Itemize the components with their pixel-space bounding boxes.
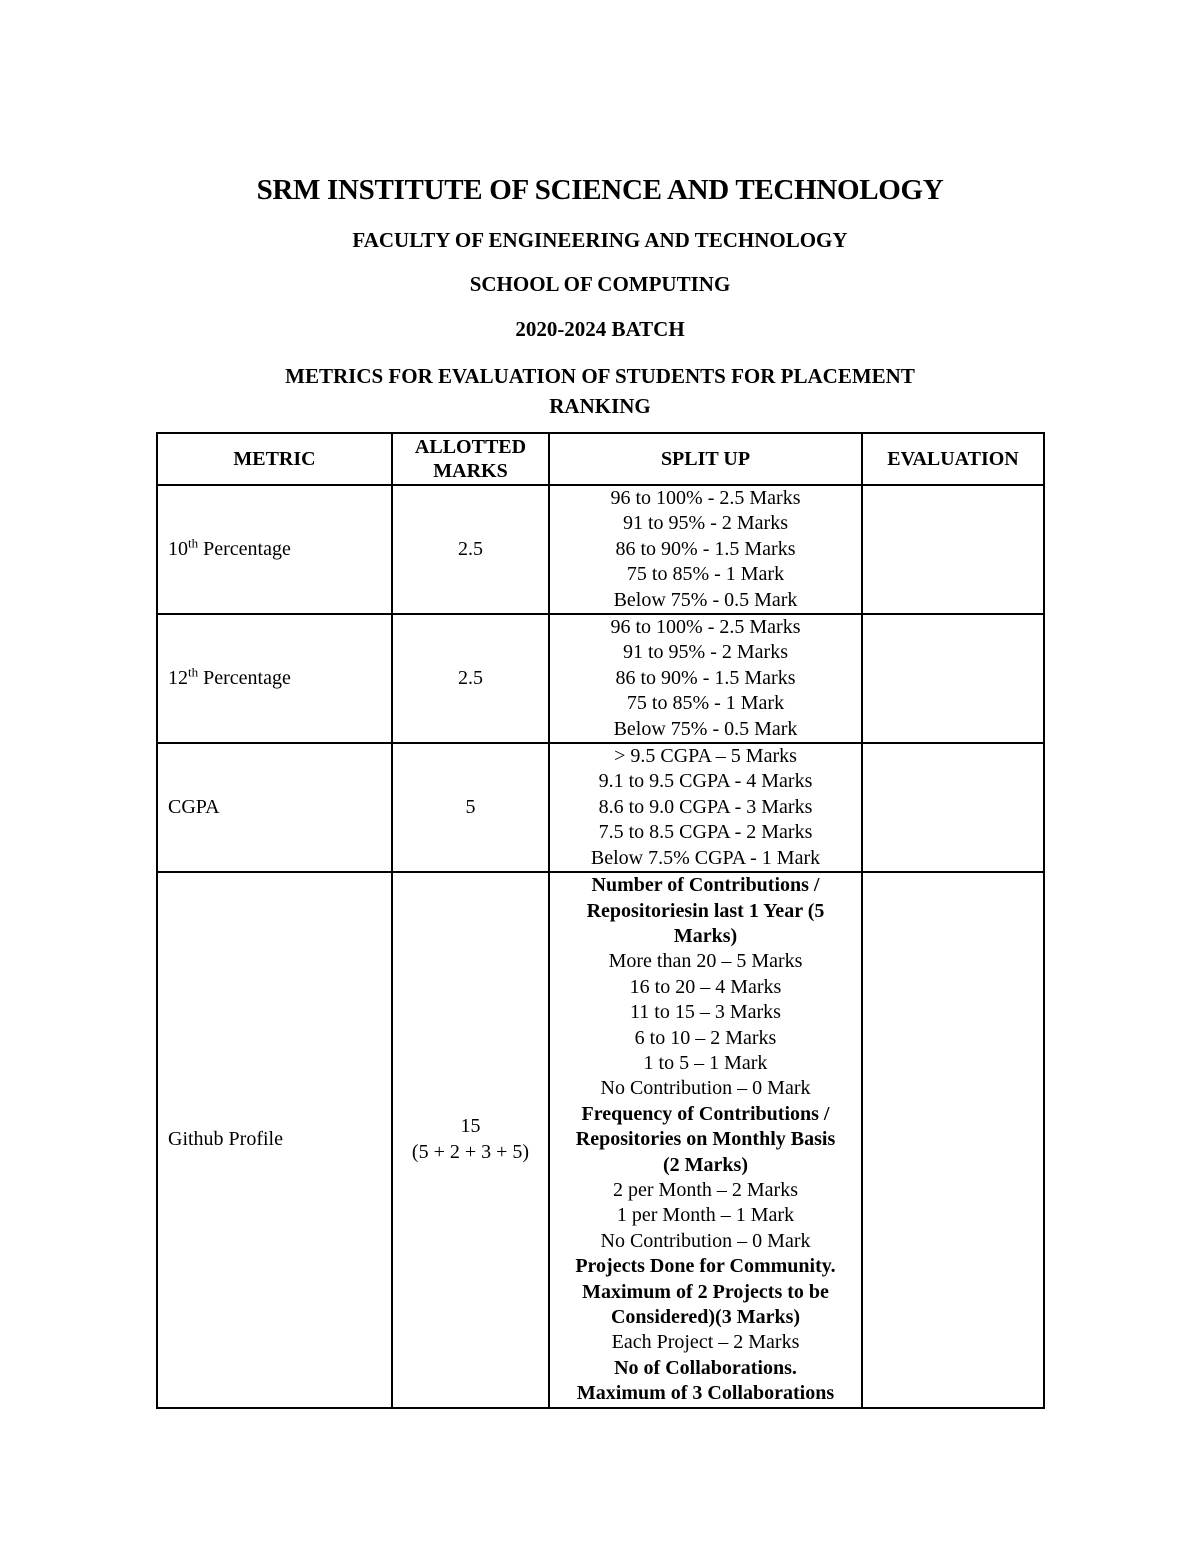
column-header-evaluation: EVALUATION — [862, 433, 1044, 485]
allotted-line2: MARKS — [433, 460, 508, 482]
split-line: 6 to 10 – 2 Marks — [634, 1026, 777, 1049]
split-line: Each Project – 2 Marks — [611, 1331, 800, 1354]
table-row — [157, 872, 1044, 1408]
split-line: Repositoriesin last 1 Year (5 — [586, 899, 825, 922]
split-line: Below 75% - 0.5 Mark — [613, 717, 798, 740]
school-title: SCHOOL OF COMPUTING — [469, 272, 731, 296]
split-line: 1 to 5 – 1 Mark — [643, 1051, 768, 1074]
evaluation-cell[interactable] — [862, 485, 1044, 614]
split-line: Projects Done for Community. — [575, 1255, 836, 1278]
split-line: Maximum of 3 Collaborations — [576, 1382, 835, 1405]
allotted-line1: ALLOTTED — [414, 436, 527, 458]
metric-label: Percentage — [198, 666, 291, 689]
split-line: 7.5 to 8.5 CGPA - 2 Marks — [598, 821, 813, 844]
evaluation-cell[interactable] — [862, 614, 1044, 743]
split-line: 96 to 100% - 2.5 Marks — [610, 616, 801, 639]
metrics-title — [0, 361, 1200, 421]
faculty-title: FACULTY OF ENGINEERING AND TECHNOLOGY — [352, 228, 848, 252]
split-cell — [549, 872, 862, 1408]
split-line: 86 to 90% - 1.5 Marks — [615, 537, 796, 560]
split-line: Considered)(3 Marks) — [610, 1306, 801, 1328]
split-line: 8.6 to 9.0 CGPA - 3 Marks — [598, 795, 813, 818]
split-line: No of Collaborations. — [614, 1356, 797, 1379]
table-row — [157, 743, 1044, 872]
column-header-split-up: SPLIT UP — [549, 433, 862, 485]
metric-number: 10 — [168, 537, 188, 560]
split-line: 1 per Month – 1 Mark — [616, 1204, 795, 1227]
metrics-title-line1: METRICS FOR EVALUATION OF STUDENTS FOR PLACEMENT — [285, 364, 915, 388]
split-line: 91 to 95% - 2 Marks — [623, 512, 788, 535]
split-cell — [549, 485, 862, 614]
split-line: 86 to 90% - 1.5 Marks — [615, 666, 796, 689]
metric-number: 12 — [168, 666, 188, 689]
metrics-title-line2: RANKING — [549, 394, 651, 418]
batch-title: 2020-2024 BATCH — [515, 317, 685, 341]
metric-cell — [157, 485, 392, 614]
evaluation-cell[interactable] — [862, 872, 1044, 1408]
evaluation-cell[interactable] — [862, 743, 1044, 872]
table-row — [157, 614, 1044, 743]
split-line: 11 to 15 – 3 Marks — [630, 1001, 781, 1024]
split-line: 2 per Month – 2 Marks — [613, 1178, 798, 1201]
split-cell — [549, 743, 862, 872]
split-line: 96 to 100% - 2.5 Marks — [610, 487, 801, 509]
marks-cell: 2.5 — [392, 614, 549, 743]
split-line: 75 to 85% - 1 Mark — [626, 563, 785, 586]
split-line: Frequency of Contributions / — [581, 1102, 830, 1125]
table-row — [157, 485, 1044, 614]
split-line: No Contribution – 0 Mark — [600, 1077, 811, 1100]
marks-cell — [392, 872, 549, 1408]
split-line: (2 Marks) — [663, 1153, 748, 1176]
split-line: Repositories on Monthly Basis — [575, 1128, 836, 1151]
evaluation-table — [156, 432, 1045, 1409]
split-line: > 9.5 CGPA – 5 Marks — [614, 745, 797, 768]
split-line: Maximum of 2 Projects to be — [582, 1280, 829, 1303]
split-line: Marks) — [673, 924, 738, 947]
institute-title: SRM INSTITUTE OF SCIENCE AND TECHNOLOGY — [256, 174, 944, 206]
split-line: No Contribution – 0 Mark — [600, 1229, 811, 1252]
metric-superscript: th — [188, 535, 199, 551]
split-line: 75 to 85% - 1 Mark — [626, 692, 785, 715]
marks-breakdown: (5 + 2 + 3 + 5) — [411, 1140, 530, 1163]
split-line: Below 75% - 0.5 Mark — [613, 588, 798, 611]
column-header-metric: METRIC — [157, 433, 392, 485]
marks-cell: 5 — [392, 743, 549, 872]
table-header-row — [157, 433, 1044, 485]
split-cell — [549, 614, 862, 743]
split-line: 91 to 95% - 2 Marks — [623, 641, 788, 664]
column-header-allotted-marks — [392, 433, 549, 485]
split-line: Below 7.5% CGPA - 1 Mark — [590, 846, 821, 869]
split-line: 9.1 to 9.5 CGPA - 4 Marks — [598, 770, 813, 793]
split-line: Number of Contributions / — [591, 874, 820, 897]
metric-label: Percentage — [198, 537, 291, 560]
marks-cell: 2.5 — [392, 485, 549, 614]
split-line: 16 to 20 – 4 Marks — [629, 975, 782, 998]
metric-cell: CGPA — [157, 743, 392, 872]
metric-cell: Github Profile — [157, 872, 392, 1408]
marks-total: 15 — [460, 1115, 481, 1138]
split-line: More than 20 – 5 Marks — [608, 950, 803, 973]
metric-cell — [157, 614, 392, 743]
metric-superscript: th — [188, 664, 199, 680]
